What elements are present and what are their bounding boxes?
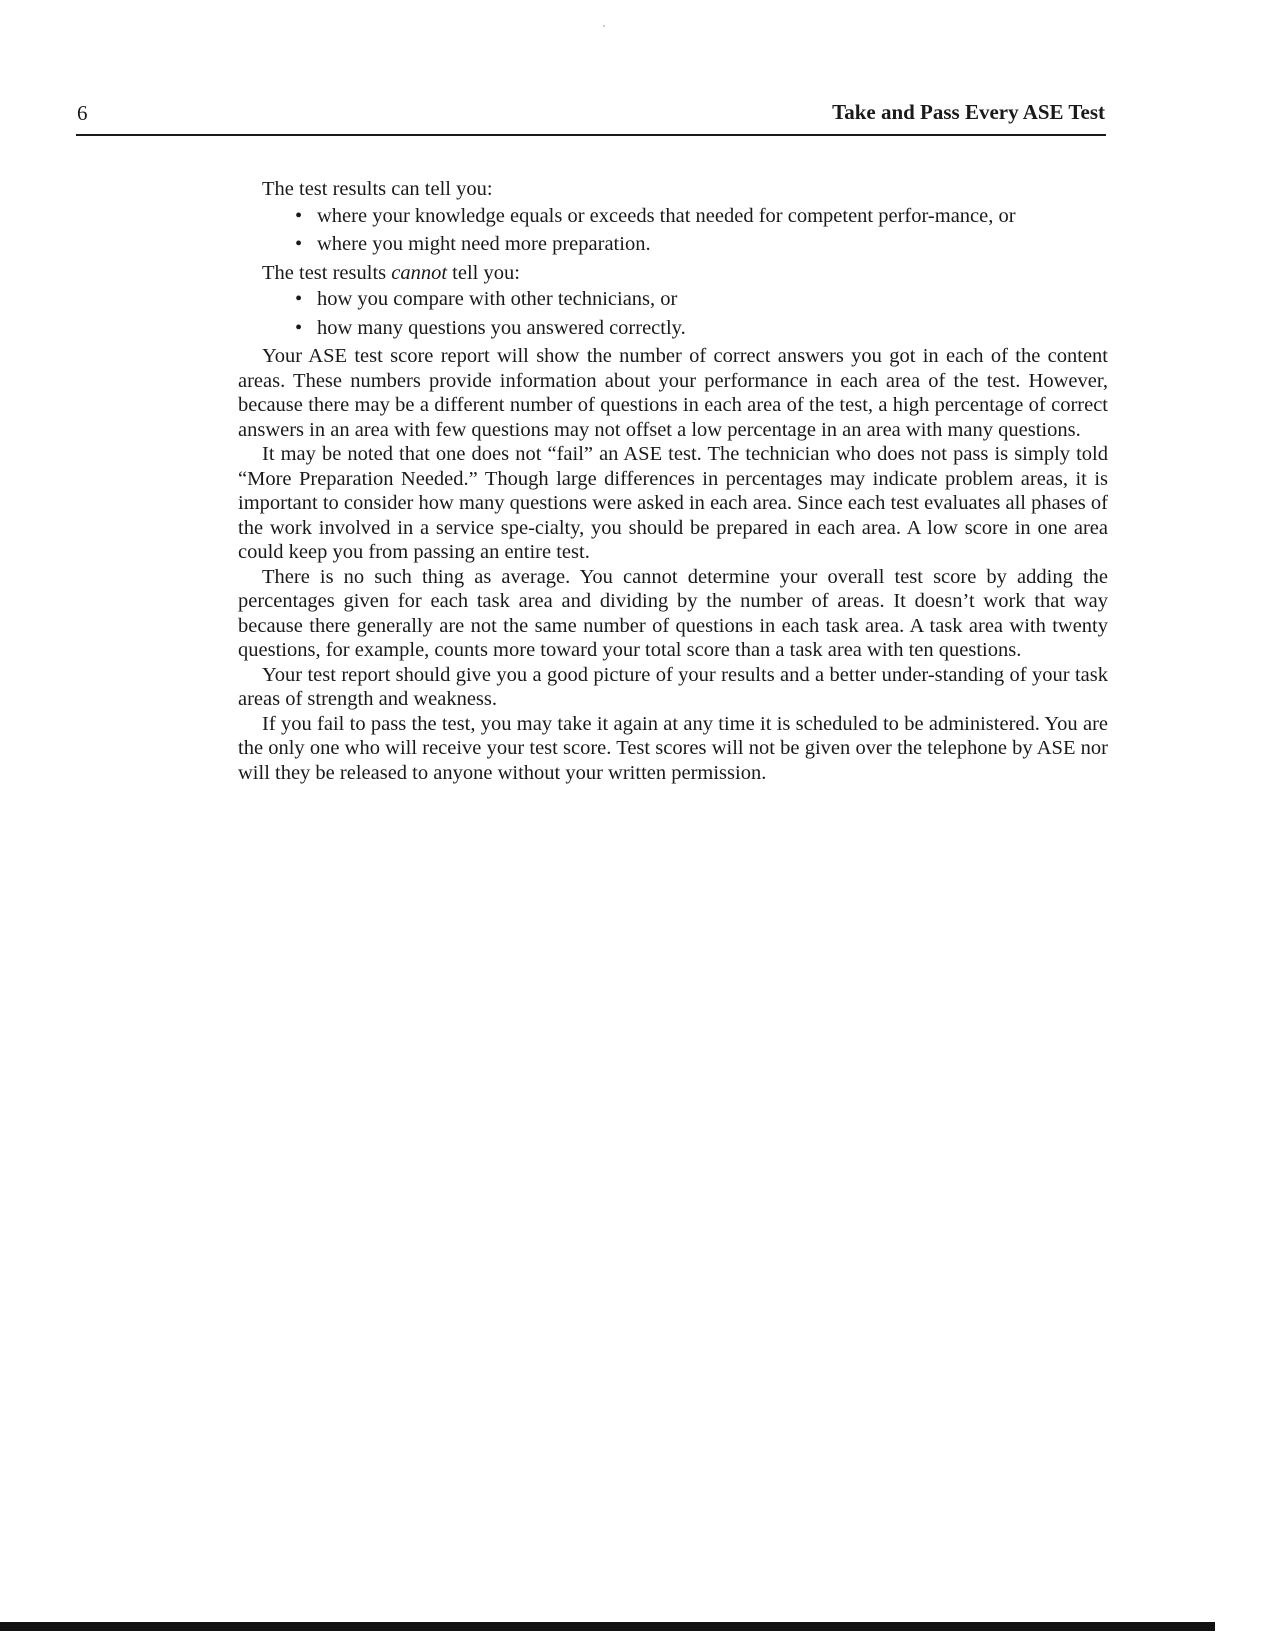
bullet-icon: • <box>295 233 303 255</box>
paragraph-no-average: There is no such thing as average. You cannot determine your overall test score by adding the percentages given for each task area and dividing by the number of areas. It doesn’t work that way because there generally are not the same number of questions in each task area. A task area with twenty questions, for example, counts more toward your total score than a task area with ten questions. <box>238 565 1108 661</box>
bullet-icon: • <box>295 288 303 310</box>
paragraph-no-fail: It may be noted that one does not “fail” an ASE test. The technician who does not pass is simply told “More Preparation Needed.” Though large differences in percentages may indicate problem areas, it is important to consider how many questions were asked in each area. Since each test evaluates all phases of the work involved in a service spe-cialty, you should be prepared in each area. A low score in one area could keep you from passing an entire test. <box>238 443 1108 563</box>
list-item-text: where you might need more preparation. <box>317 233 651 255</box>
list-one <box>238 204 1108 257</box>
page-body <box>238 177 1108 785</box>
header-rule <box>76 134 1106 136</box>
list-two-intro <box>262 261 1108 286</box>
list-one-intro: The test results can tell you: <box>262 178 493 200</box>
paragraph-retake: If you fail to pass the test, you may take it again at any time it is scheduled to be administered. You are the only one who will receive your test score. Test scores will not be given over the telephone by ASE nor will they be released to anyone without your written permission. <box>238 712 1108 784</box>
scan-speck <box>603 25 605 27</box>
bottom-scan-bar <box>0 1622 1215 1631</box>
list-item <box>238 316 1108 341</box>
bullet-icon: • <box>295 204 303 227</box>
list-two-intro-before: The test results <box>262 261 392 284</box>
paragraph-score-report: Your ASE test score report will show the number of correct answers you got in each of the content areas. These numbers provide information about your performance in each area of the test. However, because there may be a different number of questions in each area of the test, a high percentage of correct answers in an area with few questions may not offset a low percentage in an area with many questions. <box>238 345 1108 441</box>
paragraph-test-report: Your test report should give you a good picture of your results and a better under-standing of your task areas of strength and weakness. <box>238 663 1108 710</box>
list-item-text: where your knowledge equals or exceeds that needed for competent perfor-mance, or <box>317 204 1016 227</box>
list-two-intro-after: tell you: <box>447 261 520 284</box>
page-number: 6 <box>77 101 88 125</box>
list-item-text: how you compare with other technicians, or <box>317 288 678 310</box>
list-item <box>238 287 1108 312</box>
list-item <box>238 204 1108 229</box>
bullet-icon: • <box>295 316 303 339</box>
running-head-title: Take and Pass Every ASE Test <box>832 100 1105 124</box>
list-two-intro-emphasis: cannot <box>391 261 448 284</box>
list-two <box>238 287 1108 340</box>
list-item-text: how many questions you answered correctly. <box>317 316 686 339</box>
list-item <box>238 232 1108 257</box>
